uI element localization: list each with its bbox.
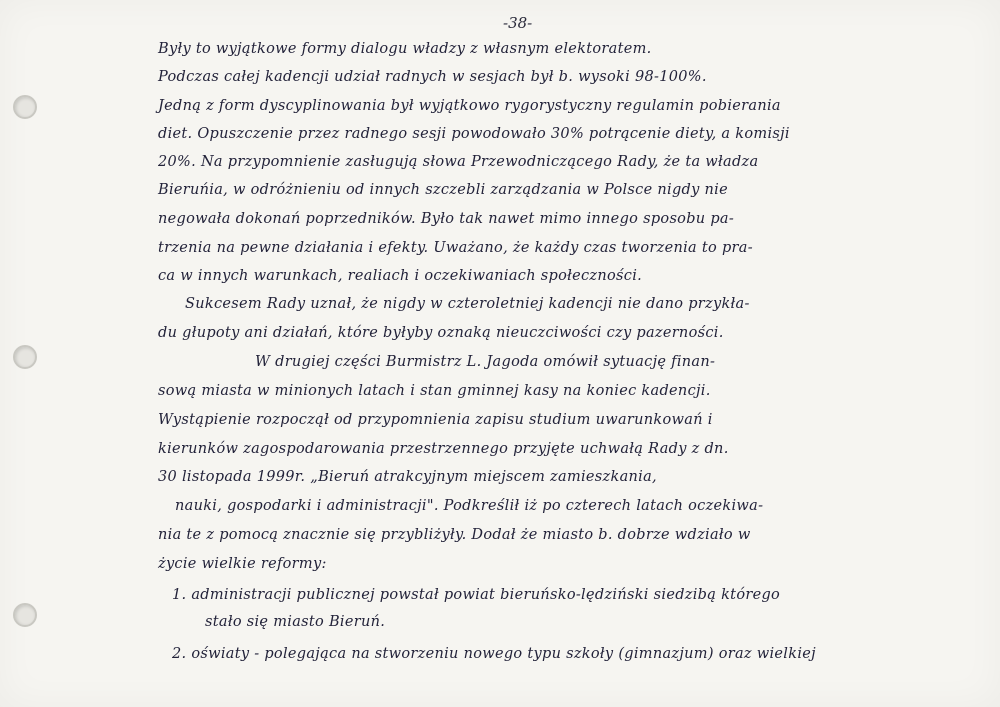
text-line: nauki, gospodarki i administracji". Podkreślił iż po czterech latach oczekiwa- [175,498,764,514]
text-line: Wystąpienie rozpoczął od przypomnienia zapisu studium uwarunkowań i [158,412,713,428]
text-line: 20%. Na przypomnienie zasługują słowa Przewodniczącego Rady, że ta władza [158,154,759,170]
text-line: du głupoty ani działań, które byłyby oznaką nieuczciwości czy pazerności. [158,325,724,341]
text-line: kierunków zagospodarowania przestrzennego przyjęte uchwałą Rady z dn. [158,441,729,457]
text-line: życie wielkie reformy: [158,556,327,572]
text-line: 2. oświaty - polegająca na stworzeniu nowego typu szkoły (gimnazjum) oraz wielkiej [172,646,816,662]
text-line: diet. Opuszczenie przez radnego sesji powodowało 30% potrącenie diety, a komisji [158,126,790,142]
text-line: Jedną z form dyscyplinowania był wyjątkowo rygorystyczny regulamin pobierania [158,98,781,114]
text-line: W drugiej części Burmistrz L. Jagoda omówił sytuację finan- [255,354,716,370]
text-line: stało się miasto Bieruń. [205,614,386,630]
text-line: Bieruńia, w odróżnieniu od innych szczebli zarządzania w Polsce nigdy nie [158,182,728,198]
text-line: Były to wyjątkowe formy dialogu władzy z własnym elektoratem. [158,41,652,57]
text-line: Sukcesem Rady uznał, że nigdy w czteroletniej kadencji nie dano przykła- [185,296,750,312]
text-line: sową miasta w minionych latach i stan gminnej kasy na koniec kadencji. [158,383,711,399]
text-line: nia te z pomocą znacznie się przybliżyły. Dodał że miasto b. dobrze wdziało w [158,527,751,543]
text-line: ca w innych warunkach, realiach i oczekiwaniach społeczności. [158,268,643,284]
text-line: negowała dokonań poprzedników. Było tak nawet mimo innego sposobu pa- [158,211,735,227]
text-line: 1. administracji publicznej powstał powiat bieruńsko-lędziński siedzibą którego [172,587,781,603]
text-line: trzenia na pewne działania i efekty. Uważano, że każdy czas tworzenia to pra- [158,240,753,256]
page-number: -38- [503,14,533,32]
text-line: Podczas całej kadencji udział radnych w sesjach był b. wysoki 98-100%. [158,69,707,85]
text-line: 30 listopada 1999r. „Bieruń atrakcyjnym miejscem zamieszkania, [158,469,657,485]
